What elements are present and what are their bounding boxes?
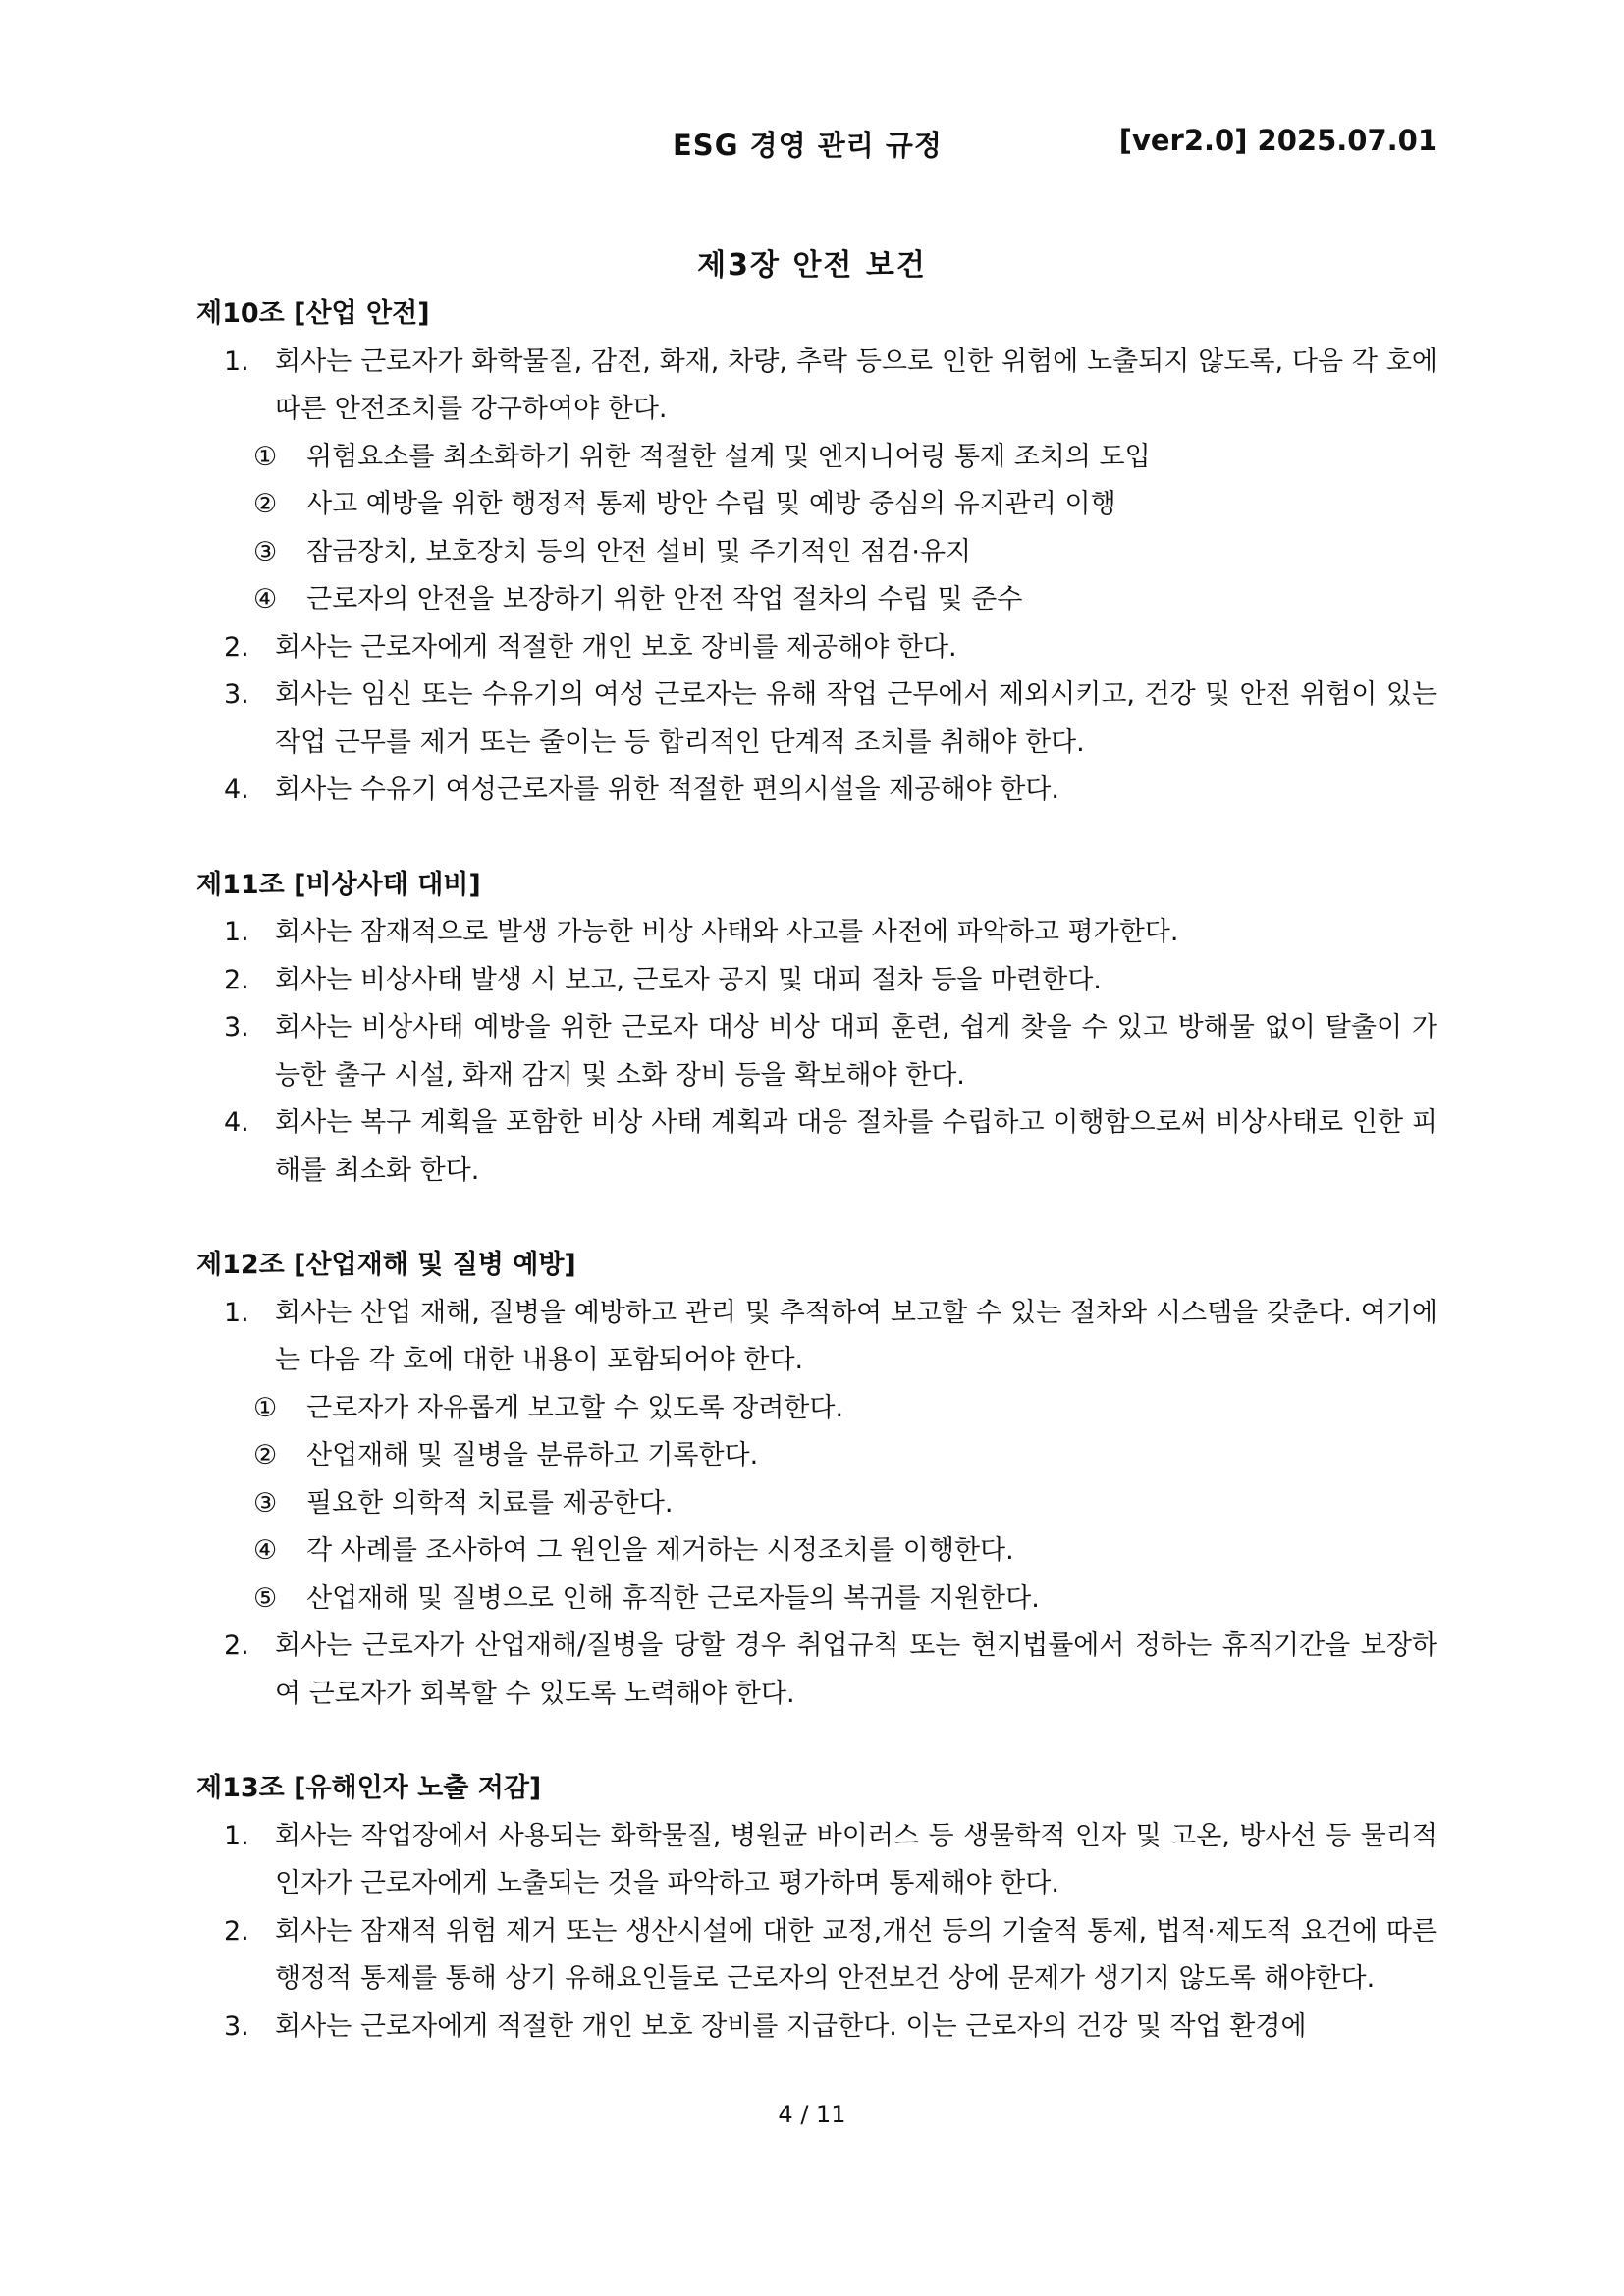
sub-text: 산업재해 및 질병으로 인해 휴직한 근로자들의 복귀를 지원한다. [306,1582,1040,1614]
article-13-title: 제13조 [유해인자 노출 저감] [196,1773,542,1803]
article-11-title: 제11조 [비상사태 대비] [196,869,481,900]
section-gap [196,1195,1437,1242]
article-10-sub-4 [196,576,1437,624]
article-11-item-1 [196,909,1437,957]
sub-marker: ① [253,441,278,472]
item-number: 1. [224,1297,249,1328]
sub-text: 사고 예방을 위한 행정적 통제 방안 수립 및 예방 중심의 유지관리 이행 [306,489,1116,519]
item-number: 2. [224,631,249,663]
article-12-sub-1 [196,1385,1437,1433]
sub-text: 필요한 의학적 치료를 제공한다. [306,1487,674,1519]
article-10-sub-1 [196,434,1437,482]
item-number: 1. [224,346,249,377]
sub-text: 잠금장치, 보호장치 등의 안전 설비 및 주기적인 점검·유지 [306,536,972,567]
article-12-sub-3 [196,1480,1437,1528]
article-10-item-3 [196,671,1437,767]
article-10-sub-2 [196,481,1437,529]
document-title: ESG 경영 관리 규정 [673,129,943,162]
sub-marker: ④ [253,1535,278,1566]
item-number: 2. [224,964,249,995]
article-10-sub-3 [196,529,1437,577]
article-12-sub-4 [196,1527,1437,1575]
item-number: 3. [224,2010,249,2042]
sub-marker: ② [253,489,278,519]
article-12-sub-5 [196,1575,1437,1624]
article-11-item-2 [196,957,1437,1005]
item-text: 회사는 근로자에게 적절한 개인 보호 장비를 제공해야 한다. [275,631,957,663]
article-10-item-1 [196,339,1437,434]
item-text: 회사는 잠재적으로 발생 가능한 비상 사태와 사고를 사전에 파악하고 평가한다. [275,917,1179,947]
item-number: 1. [224,1820,249,1851]
page-number: 4 / 11 [778,2101,846,2128]
item-number: 1. [224,917,249,947]
item-text: 회사는 수유기 여성근로자를 위한 적절한 편의시설을 제공해야 한다. [275,774,1059,805]
item-number: 4. [224,774,249,805]
article-11-item-4 [196,1099,1437,1195]
item-text: 회사는 산업 재해, 질병을 예방하고 관리 및 추적하여 보고할 수 있는 절차와 시스템을 갖춘다. 여기에는 다음 각 호에 대한 내용이 포함되어야 한다. [275,1297,1437,1375]
sub-text: 위험요소를 최소화하기 위한 적절한 설계 및 엔지니어링 통제 조치의 도입 [306,441,1151,472]
item-number: 4. [224,1107,249,1138]
document-version: [ver2.0] 2025.07.01 [1118,124,1437,157]
item-text: 회사는 근로자가 산업재해/질병을 당할 경우 취업규칙 또는 현지법률에서 정하는 휴직기간을 보장하여 근로자가 회복할 수 있도록 노력해야 한다. [275,1630,1437,1709]
article-12-item-1 [196,1290,1437,1385]
sub-marker: ④ [253,584,278,614]
item-text: 회사는 근로자가 화학물질, 감전, 화재, 차량, 추락 등으로 인한 위험에 노출되지 않도록, 다음 각 호에 따른 안전조치를 강구하여야 한다. [275,346,1437,424]
article-13-item-2 [196,1908,1437,2003]
article-10-item-2 [196,624,1437,672]
item-number: 3. [224,1012,249,1042]
sub-marker: ③ [253,536,278,567]
item-text: 회사는 잠재적 위험 제거 또는 생산시설에 대한 교정,개선 등의 기술적 통제, 법적·제도적 요건에 따른 행정적 통제를 통해 상기 유해요인들로 근로자의 안전보건 상에 문제가 생기지 않도록 해야한다. [275,1915,1437,1994]
document-body [196,291,1437,2051]
item-number: 2. [224,1915,249,1947]
item-text: 회사는 작업장에서 사용되는 화학물질, 병원균 바이러스 등 생물학적 인자 및 고온, 방사선 등 물리적 인자가 근로자에게 노출되는 것을 파악하고 평가하며 통제해야 한다. [275,1820,1437,1898]
article-13-item-1 [196,1813,1437,1908]
article-11-item-3 [196,1004,1437,1099]
chapter-title: 제3장 안전 보건 [697,248,927,283]
sub-text: 근로자의 안전을 보장하기 위한 안전 작업 절차의 수립 및 준수 [306,584,1023,614]
article-12-item-2 [196,1623,1437,1718]
article-10-title: 제10조 [산업 안전] [196,298,430,329]
article-12-title: 제12조 [산업재해 및 질병 예방] [196,1250,576,1280]
sub-text: 근로자가 자유롭게 보고할 수 있도록 장려한다. [306,1392,844,1423]
sub-marker: ⑤ [253,1582,278,1614]
article-10-item-4 [196,767,1437,815]
item-text: 회사는 비상사태 예방을 위한 근로자 대상 비상 대피 훈련, 쉽게 찾을 수 있고 방해물 없이 탈출이 가능한 출구 시설, 화재 감지 및 소화 장비 등을 확보해야 한다. [275,1012,1437,1091]
sub-text: 산업재해 및 질병을 분류하고 기록한다. [306,1440,759,1470]
article-12-sub-2 [196,1432,1437,1480]
sub-marker: ③ [253,1487,278,1519]
article-13-item-3 [196,2003,1437,2052]
item-text: 회사는 근로자에게 적절한 개인 보호 장비를 지급한다. 이는 근로자의 건강 및 작업 환경에 [275,2010,1307,2042]
item-number: 2. [224,1630,249,1661]
section-gap [196,1718,1437,1765]
section-gap [196,815,1437,862]
item-text: 회사는 복구 계획을 포함한 비상 사태 계획과 대응 절차를 수립하고 이행함으로써 비상사태로 인한 피해를 최소화 한다. [275,1107,1437,1186]
item-text: 회사는 비상사태 발생 시 보고, 근로자 공지 및 대피 절차 등을 마련한다. [275,964,1102,995]
sub-marker: ① [253,1392,278,1423]
sub-text: 각 사례를 조사하여 그 원인을 제거하는 시정조치를 이행한다. [306,1535,1014,1566]
sub-marker: ② [253,1440,278,1470]
item-text: 회사는 임신 또는 수유기의 여성 근로자는 유해 작업 근무에서 제외시키고, 건강 및 안전 위험이 있는 작업 근무를 제거 또는 줄이는 등 합리적인 단계적 조치를 취해야 한다. [275,679,1437,758]
item-number: 3. [224,679,249,710]
